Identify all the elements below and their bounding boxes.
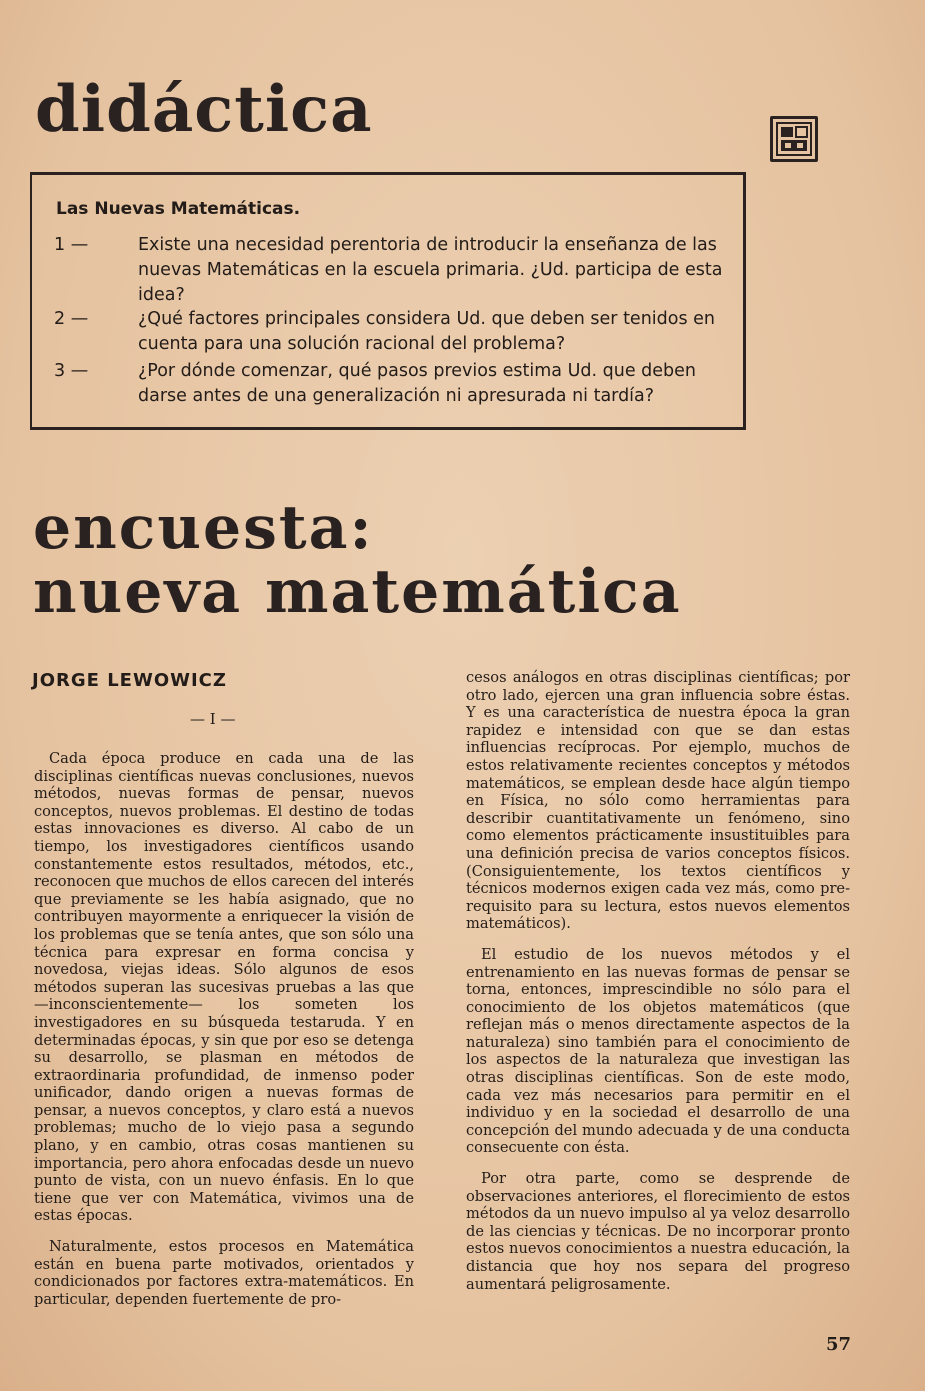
paragraph: cesos análogos en otras disciplinas científicas; por otro lado, ejercen una gran influencia sobre éstas. Y es una característica de nuestra época la gran rapidez e intensidad con que se dan estas influencias recíprocas. Por ejemplo, muchos de estos relativamente recientes conceptos y métodos matemáticos, se emplean desde hace algún tiempo en Física, no sólo como herramientas para describir cuantitativamente un fenómeno, sino como elementos prácticamente insustituibles para una definición precisa de varios conceptos físicos. (Consiguientemente, los textos científicos y técnicos modernos exigen cada vez más, como pre-requisito para su lectura, estos nuevos elementos matemáticos). [466, 669, 850, 933]
headline-line-1: encuesta: [33, 493, 374, 563]
paragraph: Por otra parte, como se desprende de observaciones anteriores, el florecimiento de estos métodos da un nuevo impulso al ya veloz desarrollo de las ciencias y técnicas. De no incorporar pronto estos nuevos conocimientos a nuestra educación, la distancia que hoy nos separa del progreso aumentará peligrosamente. [466, 1170, 850, 1293]
questionnaire-heading: Las Nuevas Matemáticas. [56, 199, 301, 219]
section-marker: — I — [190, 710, 236, 728]
question-number: 3 — [54, 361, 89, 381]
section-title: didáctica [35, 72, 373, 147]
question-3 [54, 359, 726, 409]
question-text: ¿Por dónde comenzar, qué pasos previos estima Ud. que deben darse antes de una generalización ni apresurada ni tardía? [138, 361, 697, 406]
question-text: ¿Qué factores principales considera Ud. que deben ser tenidos en cuenta para una solución racional del problema? [138, 309, 716, 354]
right-column [466, 669, 850, 1306]
questionnaire-box [30, 172, 746, 430]
question-number: 2 — [54, 309, 89, 329]
question-1 [54, 233, 726, 308]
article-headline [33, 493, 682, 627]
question-text: Existe una necesidad perentoria de introducir la enseñanza de las nuevas Matemáticas en la escuela primaria. ¿Ud. participa de esta idea? [138, 235, 723, 305]
logo-mark-icon [775, 121, 813, 157]
question-number: 1 — [54, 235, 89, 255]
paragraph: Naturalmente, estos procesos en Matemática están en buena parte motivados, orientados y condicionados por factores extra-matemáticos. En particular, dependen fuertemente de pro- [34, 1238, 414, 1308]
question-2 [54, 307, 726, 357]
article-author: JORGE LEWOWICZ [32, 670, 227, 691]
paragraph: Cada época produce en cada una de las disciplinas científicas nuevas conclusiones, nuevos métodos, nuevas formas de pensar, nuevos conceptos, nuevos problemas. El destino de todas estas innovaciones es diverso. Al cabo de un tiempo, los investigadores científicos usando constantemente estos resultados, métodos, etc., reconocen que muchos de ellos carecen del interés que previamente se les había asignado, que no contribuyen mayormente a enriquecer la visión de los problemas que se tenía antes, que son sólo una técnica para expresar en forma concisa y novedosa, viejas ideas. Sólo algunos de esos métodos superan las sucesivas pruebas a las que —inconscientemente— los someten los investigadores en su búsqueda testaruda. Y en determinadas épocas, y sin que por eso se detenga su desarrollo, se plasman en métodos de extraordinaria profundidad, de inmenso poder unificador, dando origen a nuevas formas de pensar, a nuevos conceptos, y claro está a nuevos problemas; mucho de lo viejo pasa a segundo plano, y en cambio, otras cosas mantienen su importancia, pero ahora enfocadas desde un nuevo punto de vista, con un nuevo énfasis. En lo que tiene que ver con Matemática, vivimos una de estas épocas. [34, 750, 414, 1225]
left-column [34, 750, 414, 1321]
page-number: 57 [826, 1334, 852, 1355]
paragraph: El estudio de los nuevos métodos y el entrenamiento en las nuevas formas de pensar se torna, entonces, imprescindible no sólo para el conocimiento de los objetos matemáticos (que reflejan más o menos directamente aspectos de la naturaleza) sino también para el conocimiento de los aspectos de la naturaleza que investigan las otras disciplinas científicas. Son de este modo, cada vez más necesarios para permitir en el individuo y en la sociedad el desarrollo de una concepción del mundo adecuada y de una conducta consecuente con ésta. [466, 945, 850, 1157]
headline-line-2: nueva matemática [33, 557, 682, 627]
publisher-logo-icon [770, 116, 818, 162]
